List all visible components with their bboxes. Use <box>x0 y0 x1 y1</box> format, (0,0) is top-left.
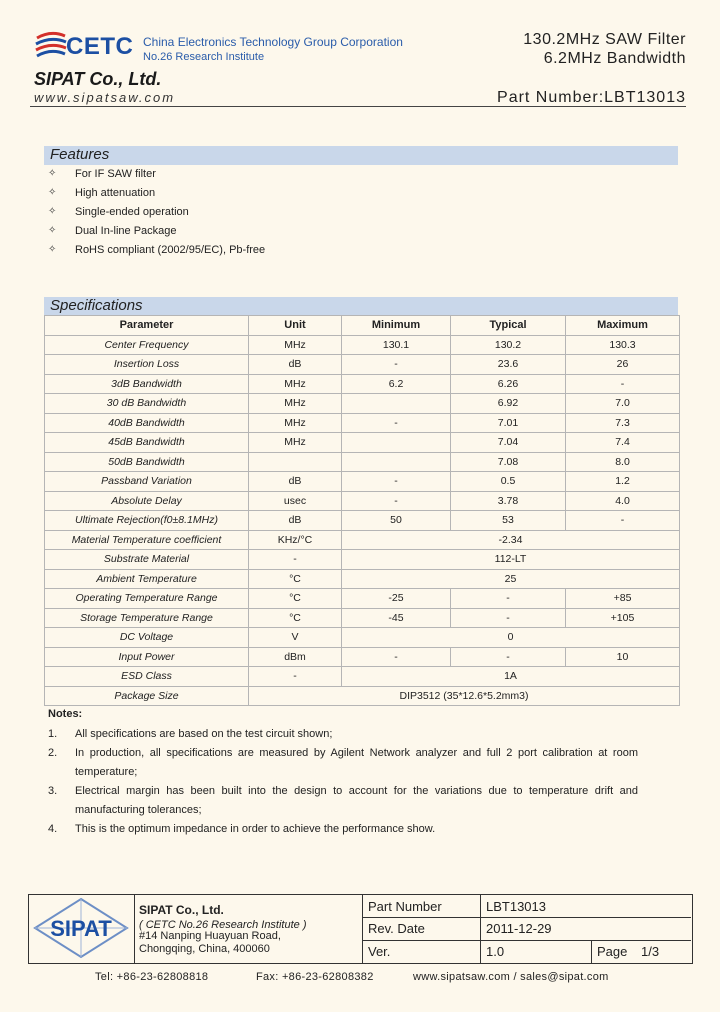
unit-cell: MHz <box>249 374 342 394</box>
typ-cell: 7.01 <box>451 413 566 433</box>
table-row <box>45 433 680 453</box>
typ-cell: 3.78 <box>451 491 566 511</box>
table-row <box>45 569 680 589</box>
column-header: Parameter <box>45 316 249 336</box>
footer-address: #14 Nanping Huayuan Road, <box>139 930 281 942</box>
unit-cell <box>249 452 342 472</box>
unit-cell: MHz <box>249 394 342 414</box>
min-cell <box>342 433 451 453</box>
notes-list <box>48 725 638 839</box>
param-cell: Passband Variation <box>45 472 249 492</box>
note-item: 1. All specifications are based on the test circuit shown; <box>48 728 333 740</box>
param-cell: 40dB Bandwidth <box>45 413 249 433</box>
param-cell: ESD Class <box>45 667 249 687</box>
param-cell: Ambient Temperature <box>45 569 249 589</box>
header-divider <box>30 106 686 107</box>
param-cell: Operating Temperature Range <box>45 589 249 609</box>
typ-cell: 0.5 <box>451 472 566 492</box>
product-bandwidth: 6.2MHz Bandwidth <box>543 50 686 67</box>
unit-cell: usec <box>249 491 342 511</box>
value-cell: 25 <box>342 569 680 589</box>
rev-date-value: 2011-12-29 <box>486 921 552 936</box>
version-value: 1.0 <box>486 944 505 959</box>
typ-cell: 6.92 <box>451 394 566 414</box>
fax: Fax: +86-23-62808382 <box>256 971 374 983</box>
max-cell: 7.0 <box>566 394 680 414</box>
typ-cell: - <box>451 647 566 667</box>
max-cell: 7.4 <box>566 433 680 453</box>
table-row <box>45 628 680 648</box>
unit-cell: MHz <box>249 413 342 433</box>
part-number: Part Number:LBT13013 <box>497 89 686 106</box>
feature-item: ✧ Dual In-line Package <box>48 225 177 237</box>
typ-cell: - <box>451 608 566 628</box>
typ-cell: 23.6 <box>451 355 566 375</box>
cetc-logo-icon <box>34 28 68 62</box>
max-cell: +85 <box>566 589 680 609</box>
param-cell: Material Temperature coefficient <box>45 530 249 550</box>
table-row <box>45 686 680 706</box>
sipat-logo-text: SIPAT <box>50 916 112 941</box>
page-value: 1/3 <box>641 944 660 959</box>
table-row <box>45 335 680 355</box>
unit-cell: °C <box>249 608 342 628</box>
unit-cell: °C <box>249 589 342 609</box>
table-row <box>45 667 680 687</box>
param-cell: Input Power <box>45 647 249 667</box>
feature-item: ✧ For IF SAW filter <box>48 168 156 180</box>
feature-item: ✧ RoHS compliant (2002/95/EC), Pb-free <box>48 244 266 256</box>
min-cell: 50 <box>342 511 451 531</box>
features-list <box>48 166 265 261</box>
typ-cell: 7.08 <box>451 452 566 472</box>
unit-cell: - <box>249 667 342 687</box>
table-row <box>45 413 680 433</box>
max-cell: 8.0 <box>566 452 680 472</box>
part-number-value: LBT13013 <box>486 899 546 914</box>
footer-divider <box>363 917 691 918</box>
footer-company: SIPAT Co., Ltd. <box>139 903 224 917</box>
sipat-logo-icon <box>33 897 129 959</box>
typ-cell: 7.04 <box>451 433 566 453</box>
company-name: SIPAT Co., Ltd. <box>34 69 162 89</box>
max-cell: - <box>566 374 680 394</box>
param-cell: Ultimate Rejection(f0±8.1MHz) <box>45 511 249 531</box>
rev-date-label: Rev. Date <box>368 921 425 936</box>
max-cell: 130.3 <box>566 335 680 355</box>
typ-cell: - <box>451 589 566 609</box>
diamond-bullet-icon: ✧ <box>48 225 57 236</box>
column-header: Unit <box>249 316 342 336</box>
note-item: 3. Electrical margin has been built into the design to account for the variations due to temperature drift and manufacturing tolerances; <box>48 785 638 816</box>
column-header: Maximum <box>566 316 680 336</box>
column-header: Typical <box>451 316 566 336</box>
part-number-label: Part Number <box>368 899 442 914</box>
diamond-bullet-icon: ✧ <box>48 187 57 198</box>
table-row <box>45 530 680 550</box>
value-cell: DIP3512 (35*12.6*5.2mm3) <box>249 686 680 706</box>
min-cell <box>342 394 451 414</box>
max-cell: 10 <box>566 647 680 667</box>
param-cell: Package Size <box>45 686 249 706</box>
table-row <box>45 511 680 531</box>
product-title: 130.2MHz SAW Filter <box>523 31 686 48</box>
param-cell: Center Frequency <box>45 335 249 355</box>
max-cell: 1.2 <box>566 472 680 492</box>
min-cell: - <box>342 647 451 667</box>
table-row <box>45 472 680 492</box>
note-item: 2. In production, all specifications are measured by Agilent Network analyzer and full 2 port calibration at room temperature; <box>48 747 638 778</box>
param-cell: 50dB Bandwidth <box>45 452 249 472</box>
min-cell: - <box>342 491 451 511</box>
notes-title: Notes: <box>48 708 83 720</box>
version-label: Ver. <box>368 944 391 959</box>
footer-institute: ( CETC No.26 Research Institute ) <box>139 919 307 931</box>
min-cell <box>342 452 451 472</box>
column-header: Minimum <box>342 316 451 336</box>
param-cell: DC Voltage <box>45 628 249 648</box>
footer-divider <box>362 895 363 963</box>
unit-cell: dBm <box>249 647 342 667</box>
min-cell: - <box>342 355 451 375</box>
max-cell: 26 <box>566 355 680 375</box>
value-cell: 112-LT <box>342 550 680 570</box>
typ-cell: 6.26 <box>451 374 566 394</box>
feature-item: ✧ High attenuation <box>48 187 156 199</box>
table-row <box>45 608 680 628</box>
param-cell: Substrate Material <box>45 550 249 570</box>
min-cell: 6.2 <box>342 374 451 394</box>
max-cell: 7.3 <box>566 413 680 433</box>
cetc-logo-text: CETC <box>66 33 134 60</box>
page-label: Page <box>597 944 628 959</box>
unit-cell: °C <box>249 569 342 589</box>
diamond-bullet-icon: ✧ <box>48 244 57 255</box>
max-cell: 4.0 <box>566 491 680 511</box>
value-cell: -2.34 <box>342 530 680 550</box>
min-cell: 130.1 <box>342 335 451 355</box>
max-cell: - <box>566 511 680 531</box>
unit-cell: KHz/°C <box>249 530 342 550</box>
table-row <box>45 452 680 472</box>
note-item: 4. This is the optimum impedance in order to achieve the performance show. <box>48 823 436 835</box>
max-cell: +105 <box>566 608 680 628</box>
corporation-name: China Electronics Technology Group Corporation <box>143 35 403 49</box>
footer-divider <box>591 940 592 963</box>
table-row <box>45 491 680 511</box>
features-title: Features <box>50 146 110 163</box>
param-cell: 30 dB Bandwidth <box>45 394 249 414</box>
diamond-bullet-icon: ✧ <box>48 168 57 179</box>
value-cell: 0 <box>342 628 680 648</box>
min-cell: - <box>342 413 451 433</box>
table-row <box>45 589 680 609</box>
param-cell: 45dB Bandwidth <box>45 433 249 453</box>
website-link[interactable]: www.sipatsaw.com <box>34 90 176 105</box>
unit-cell: V <box>249 628 342 648</box>
value-cell: 1A <box>342 667 680 687</box>
min-cell: - <box>342 472 451 492</box>
min-cell: -25 <box>342 589 451 609</box>
footer-divider <box>363 940 691 941</box>
unit-cell: - <box>249 550 342 570</box>
table-header-row <box>45 316 680 336</box>
param-cell: Insertion Loss <box>45 355 249 375</box>
table-row <box>45 647 680 667</box>
table-row <box>45 355 680 375</box>
telephone: Tel: +86-23-62808818 <box>95 971 209 983</box>
specifications-heading <box>44 297 678 316</box>
unit-cell: dB <box>249 511 342 531</box>
institute-name: No.26 Research Institute <box>143 51 265 63</box>
param-cell: Storage Temperature Range <box>45 608 249 628</box>
diamond-bullet-icon: ✧ <box>48 206 57 217</box>
table-row <box>45 394 680 414</box>
footer-divider <box>134 895 135 963</box>
features-heading <box>44 146 678 165</box>
param-cell: Absolute Delay <box>45 491 249 511</box>
web-and-email-link[interactable]: www.sipatsaw.com / sales@sipat.com <box>413 971 609 983</box>
unit-cell: MHz <box>249 433 342 453</box>
unit-cell: dB <box>249 472 342 492</box>
table-row <box>45 374 680 394</box>
footer-divider <box>480 895 481 963</box>
typ-cell: 53 <box>451 511 566 531</box>
min-cell: -45 <box>342 608 451 628</box>
specifications-title: Specifications <box>50 297 143 314</box>
table-row <box>45 550 680 570</box>
feature-item: ✧ Single-ended operation <box>48 206 189 218</box>
unit-cell: MHz <box>249 335 342 355</box>
typ-cell: 130.2 <box>451 335 566 355</box>
specifications-table <box>44 315 680 706</box>
unit-cell: dB <box>249 355 342 375</box>
footer-address: Chongqing, China, 400060 <box>139 943 270 955</box>
param-cell: 3dB Bandwidth <box>45 374 249 394</box>
